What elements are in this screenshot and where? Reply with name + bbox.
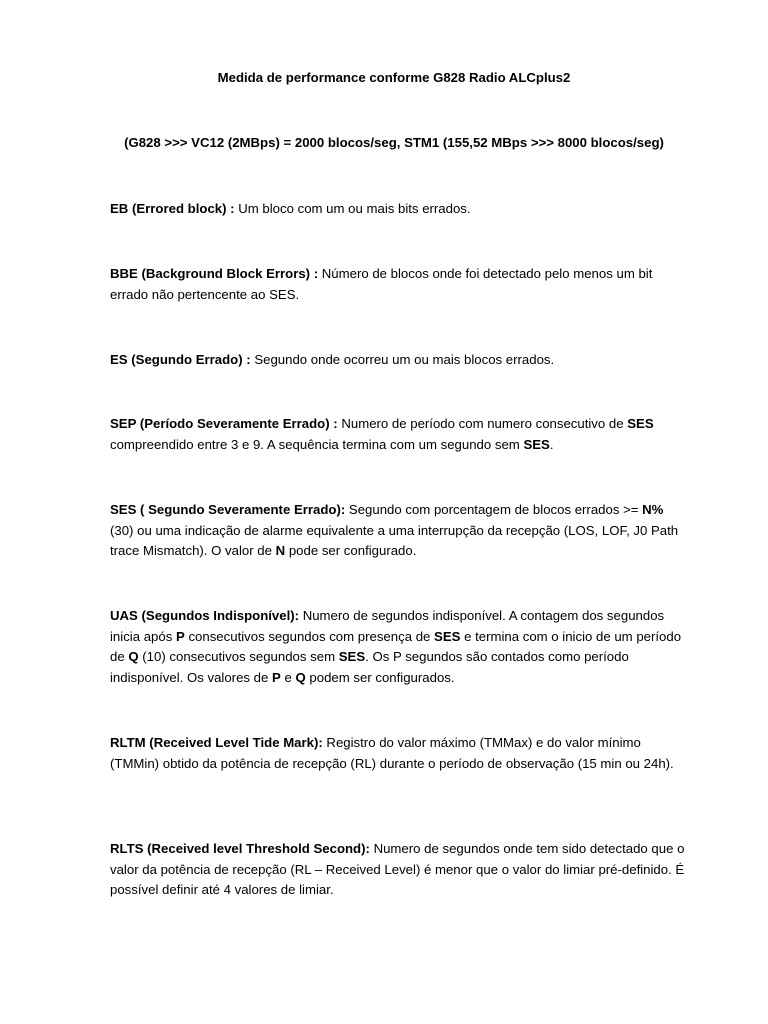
definition-text: Número de blocos onde foi detectado pelo menos um bit errado não pertencente ao SES.	[110, 266, 653, 302]
definition-text: Numero de segundos onde tem sido detectado que o valor da potência de recepção (RL – Received Level) é menor que o valor do limiar pré-definido. É possível definir até 4 valores de limiar.	[110, 841, 685, 897]
emphasis-p: P	[272, 669, 281, 685]
definition-text: Numero de período com numero consecutivo de	[337, 416, 628, 431]
definition-term: RLTS (Received level Threshold Second):	[110, 841, 370, 856]
definition-text: pode ser configurado.	[285, 543, 417, 558]
definition-term: SEP (Período Severamente Errado) :	[110, 416, 338, 431]
definition-text: Um bloco com um ou mais bits errados.	[234, 201, 471, 216]
definition-ses	[110, 500, 685, 562]
definition-term: RLTM (Received Level Tide Mark):	[110, 735, 323, 750]
definition-text: Numero de segundos indisponível. A contagem dos segundos inicia após	[110, 608, 665, 644]
emphasis-q: Q	[295, 669, 306, 685]
definition-text: (30) ou uma indicação de alarme equivalente a uma interrupção da recepção (LOS, LOF, J0 Path trace Mismatch). O valor de	[110, 522, 679, 558]
definition-rlts	[110, 839, 685, 901]
definition-text: Segundo com porcentagem de blocos errados >=	[345, 502, 643, 517]
emphasis-ses: SES	[523, 436, 550, 452]
document-subtitle: (G828 >>> VC12 (2MBps) = 2000 blocos/seg, STM1 (155,52 MBps >>> 8000 blocos/seg)	[124, 135, 664, 150]
definition-text: Registro do valor máximo (TMMax) e do valor mínimo (TMMin) obtido da potência de recepção (RL) durante o período de observação (15 min ou 24h).	[110, 735, 674, 771]
definition-text: e	[280, 669, 296, 685]
definition-text: compreendido entre 3 e 9. A sequência termina com um segundo sem	[110, 436, 524, 452]
definition-bbe	[110, 264, 685, 305]
emphasis-q: Q	[128, 649, 139, 664]
definition-term: EB (Errored block) :	[110, 201, 235, 216]
document-title: Medida de performance conforme G828 Radio ALCplus2	[217, 70, 571, 85]
emphasis-ses: SES	[434, 628, 461, 644]
definition-term: BBE (Background Block Errors) :	[110, 266, 319, 281]
definition-text: .	[549, 436, 554, 452]
definition-rltm	[110, 733, 685, 774]
definition-text: (10) consecutivos segundos sem	[138, 649, 339, 664]
emphasis-ses: SES	[627, 416, 654, 431]
definition-text: podem ser configurados.	[305, 669, 455, 685]
emphasis-ses: SES	[338, 649, 366, 664]
emphasis-n: N	[275, 543, 286, 558]
definition-term: SES ( Segundo Severamente Errado):	[110, 502, 346, 517]
definition-term: UAS (Segundos Indisponível):	[110, 608, 300, 623]
definition-text: consecutivos segundos com presença de	[184, 628, 435, 644]
definition-text: e termina com o inicio de um período de	[110, 628, 682, 664]
emphasis-p: P	[175, 628, 185, 644]
definition-sep	[110, 414, 685, 455]
definition-term: ES (Segundo Errado) :	[110, 352, 251, 367]
definition-eb	[110, 199, 685, 220]
definition-text: . Os P segundos são contados como período indisponível. Os valores de	[110, 649, 629, 685]
definition-uas	[110, 606, 685, 688]
definition-text: Segundo onde ocorreu um ou mais blocos errados.	[250, 352, 555, 367]
definition-es	[110, 350, 685, 371]
emphasis-n-percent: N%	[642, 502, 664, 517]
